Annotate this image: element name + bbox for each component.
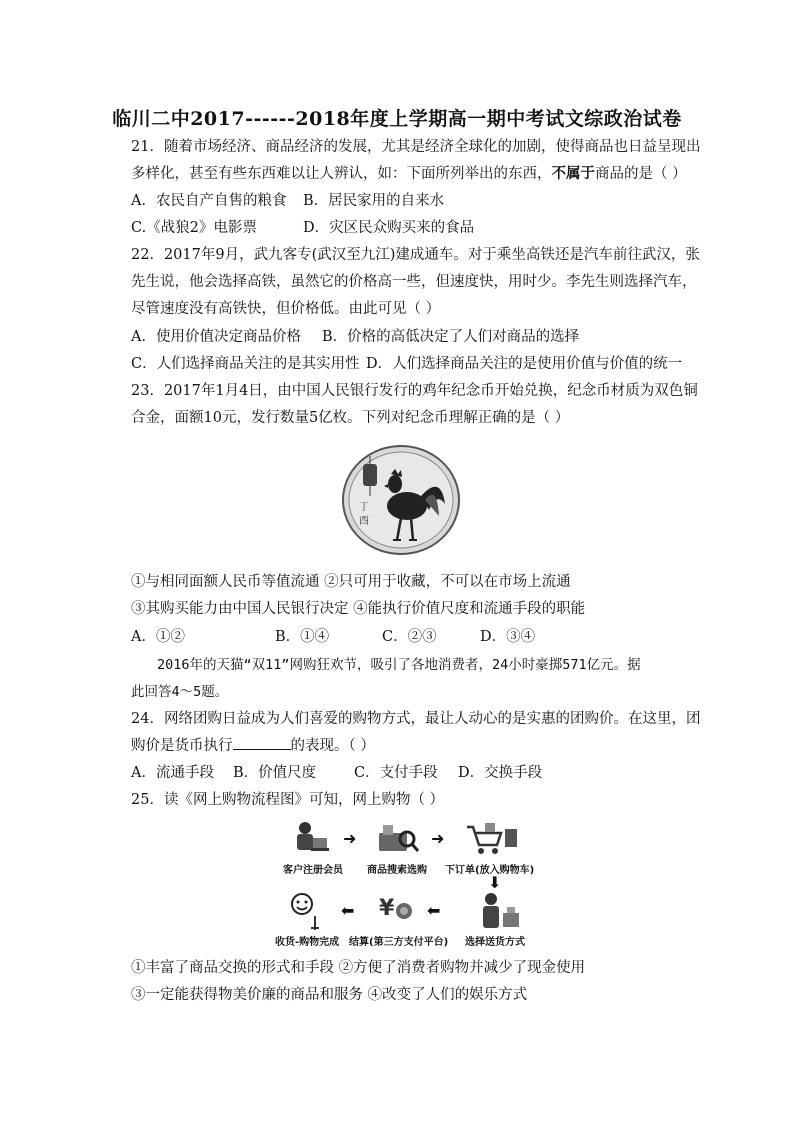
q21-option-d: D．灾区民众购买来的食品 — [303, 220, 475, 236]
coin-label-you: 酉 — [359, 516, 369, 527]
q22-option-c: C．人们选择商品关注的是其实用性 — [131, 356, 360, 372]
q21-emphasis: 不属于 — [551, 165, 595, 182]
material-line1: 2016年的天猫“双11”网购狂欢节，吸引了各地消费者，24小时豪掷571亿元。据 — [157, 657, 641, 673]
q21-option-c: C.《战狼2》电影票 — [131, 220, 257, 236]
fill-blank — [233, 736, 291, 750]
q25-statement-line1: ①丰富了商品交换的形式和手段 ②方便了消费者购物并减少了现金使用 — [131, 960, 586, 976]
flow-step-search: 商品搜索选购 — [367, 865, 427, 876]
q24-option-a: A．流通手段 — [131, 765, 214, 781]
rooster-coin-image — [341, 444, 461, 556]
q23-option-a: A．①② — [131, 629, 185, 645]
q24-option-c: C．支付手段 — [354, 765, 438, 781]
q24-stem-line1: 24．网络团购日益成为人们喜爱的购物方式，最让人动心的是实惠的团购价。在这里，团 — [131, 711, 701, 727]
q23-stem-line2: 合金，面额10元，发行数量5亿枚。下列对纪念币理解正确的是（ ） — [131, 410, 570, 426]
delivery-person-icon — [479, 891, 523, 931]
register-person-icon — [293, 820, 329, 858]
shopping-flowchart — [265, 815, 545, 965]
q24-stem-text: 购价是货币执行 — [131, 738, 233, 754]
flow-step-received: 收货-购物完成 — [275, 937, 340, 948]
q23-option-c: C．②③ — [382, 629, 437, 645]
q25-stem: 25．读《网上购物流程图》可知，网上购物（ ） — [131, 792, 445, 808]
q23-stem-line1: 23．2017年1月4日，由中国人民银行发行的鸡年纪念币开始兑换，纪念币材质为双色铜 — [131, 383, 698, 399]
q23-option-b: B．①④ — [275, 629, 330, 645]
q22-option-b: B．价格的高低决定了人们对商品的选择 — [322, 329, 580, 345]
arrow-left-icon: ⬅ — [341, 901, 355, 920]
q21-option-a: A．农民自产自售的粮食 — [131, 193, 287, 209]
q24-option-b: B．价值尺度 — [233, 765, 317, 781]
q21-option-b: B．居民家用的自来水 — [303, 193, 445, 209]
q22-stem-line3: 尽管速度没有高铁快，但价格低。由此可见（ ） — [131, 301, 441, 317]
flow-step-order: 下订单(放入购物车) — [445, 865, 535, 876]
product-search-icon — [377, 821, 419, 857]
flow-step-delivery: 选择送货方式 — [465, 937, 525, 948]
q21-stem-line1: 21．随着市场经济、商品经济的发展，尤其是经济全球化的加剧，使得商品也日益呈现出 — [131, 139, 701, 155]
payment-yen-icon — [377, 891, 415, 929]
q21-stem-text: 多样化，甚至有些东西难以让人辨认，如：下面所列举出的东西， — [131, 166, 552, 182]
q21-stem-end: 商品的是（ ） — [595, 166, 687, 182]
smiley-done-icon — [291, 892, 321, 932]
lantern-icon — [363, 464, 377, 486]
material-line2: 此回答4～5题。 — [131, 684, 229, 700]
flow-step-register: 客户注册会员 — [283, 865, 343, 876]
q21-stem-line2 — [131, 164, 687, 184]
arrow-left-icon: ⬅ — [427, 901, 441, 920]
coin-label-ding: 丁 — [359, 502, 369, 513]
q24-stem-line2 — [131, 736, 375, 756]
q23-statement-line1: ①与相同面额人民币等值流通 ②只可用于收藏，不可以在市场上流通 — [131, 574, 571, 590]
q22-option-a: A．使用价值决定商品价格 — [131, 329, 301, 345]
q25-statement-line2: ③一定能获得物美价廉的商品和服务 ④改变了人们的娱乐方式 — [131, 987, 528, 1003]
q23-option-d: D．③④ — [480, 629, 536, 645]
q22-option-d: D．人们选择商品关注的是使用价值与价值的统一 — [366, 356, 683, 372]
q24-option-d: D．交换手段 — [458, 765, 543, 781]
flow-step-payment: 结算(第三方支付平台) — [349, 937, 449, 948]
arrow-right-icon: ➜ — [343, 829, 357, 848]
q24-stem-end: 的表现。（ ） — [290, 738, 375, 754]
q22-stem-line1: 22．2017年9月，武九客专(武汉至九江)建成通车。对于乘坐高铁还是汽车前往武汉，张 — [131, 247, 700, 263]
shopping-cart-icon — [463, 821, 519, 857]
q23-statement-line2: ③其购买能力由中国人民银行决定 ④能执行价值尺度和流通手段的职能 — [131, 601, 586, 617]
arrow-down-icon: ⬇ — [488, 873, 502, 892]
svg-text:¥: ¥ — [379, 896, 395, 921]
exam-title: 临川二中2017------2018年度上学期高一期中考试文综政治试卷 — [112, 108, 682, 130]
arrow-right-icon: ➜ — [431, 829, 445, 848]
q22-stem-line2: 先生说，他会选择高铁，虽然它的价格高一些，但速度快，用时少。李先生则选择汽车， — [131, 274, 697, 290]
